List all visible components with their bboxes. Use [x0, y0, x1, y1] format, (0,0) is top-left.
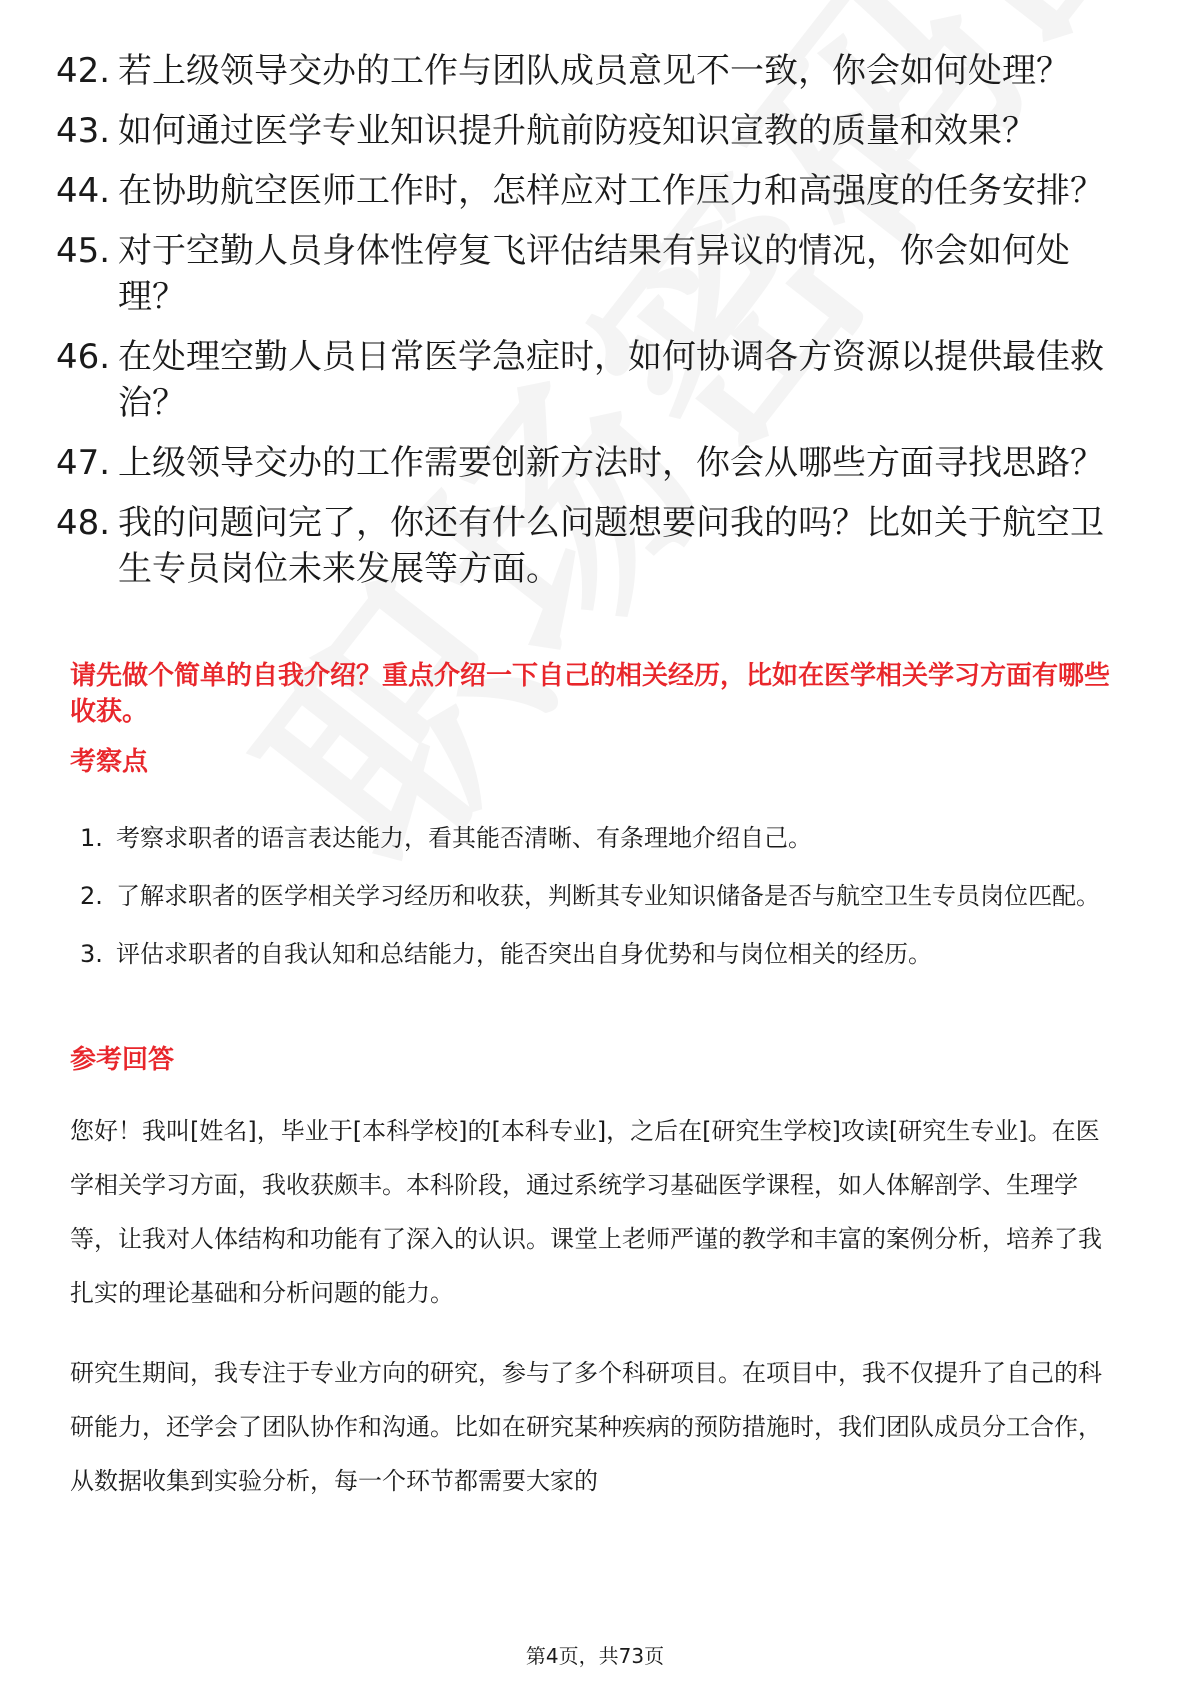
question-list	[56, 48, 1116, 606]
question-item	[56, 48, 1116, 94]
question-item	[56, 440, 1116, 486]
question-number: 47.	[56, 443, 111, 483]
question-number: 43.	[56, 111, 111, 151]
points-heading: 考察点	[70, 747, 149, 777]
question-number: 44.	[56, 171, 111, 211]
question-text: 在处理空勤人员日常医学急症时，如何协调各方资源以提供最佳救治？	[118, 337, 1104, 423]
question-number: 46.	[56, 337, 111, 377]
point-item	[80, 812, 1120, 864]
question-item	[56, 168, 1116, 214]
point-item	[80, 928, 1120, 980]
question-item	[56, 334, 1116, 426]
answer-paragraph: 研究生期间，我专注于专业方向的研究，参与了多个科研项目。在项目中，我不仅提升了自己的科研能力，还学会了团队协作和沟通。比如在研究某种疾病的预防措施时，我们团队成员分工合作，从数据收集到实验分析，每一个环节都需要大家的	[70, 1359, 1102, 1495]
point-item	[80, 870, 1120, 922]
question-number: 48.	[56, 503, 111, 543]
answer-paragraph: 您好！我叫[姓名]，毕业于[本科学校]的[本科专业]，之后在[研究生学校]攻读[研究生专业]。在医学相关学习方面，我收获颇丰。本科阶段，通过系统学习基础医学课程，如人体解剖学、生理学等，让我对人体结构和功能有了深入的认识。课堂上老师严谨的教学和丰富的案例分析，培养了我扎实的理论基础和分析问题的能力。	[70, 1117, 1102, 1307]
question-text: 我的问题问完了，你还有什么问题想要问我的吗？比如关于航空卫生专员岗位未来发展等方面。	[118, 503, 1104, 589]
point-text: 评估求职者的自我认知和总结能力，能否突出自身优势和与岗位相关的经历。	[116, 940, 932, 968]
point-text: 了解求职者的医学相关学习经历和收获，判断其专业知识储备是否与航空卫生专员岗位匹配。	[116, 882, 1100, 910]
question-text: 对于空勤人员身体性停复飞评估结果有异议的情况，你会如何处理？	[118, 231, 1070, 317]
question-text: 如何通过医学专业知识提升航前防疫知识宣教的质量和效果？	[118, 111, 1036, 151]
question-item	[56, 108, 1116, 154]
points-list	[80, 812, 1120, 986]
question-number: 42.	[56, 51, 111, 91]
point-number: 2.	[80, 882, 103, 910]
question-item	[56, 228, 1116, 320]
point-text: 考察求职者的语言表达能力，看其能否清晰、有条理地介绍自己。	[116, 824, 812, 852]
question-number: 45.	[56, 231, 111, 271]
question-text: 若上级领导交办的工作与团队成员意见不一致，你会如何处理？	[118, 51, 1070, 91]
page-footer: 第4页，共73页	[525, 1644, 665, 1668]
question-text: 上级领导交办的工作需要创新方法时，你会从哪些方面寻找思路？	[118, 443, 1104, 483]
point-number: 1.	[80, 824, 103, 852]
point-number: 3.	[80, 940, 103, 968]
question-item	[56, 500, 1116, 592]
question-heading: 请先做个简单的自我介绍？重点介绍一下自己的相关经历，比如在医学相关学习方面有哪些收获。	[70, 661, 1111, 727]
question-text: 在协助航空医师工作时，怎样应对工作压力和高强度的任务安排？	[118, 171, 1104, 211]
answer-heading: 参考回答	[70, 1045, 175, 1075]
